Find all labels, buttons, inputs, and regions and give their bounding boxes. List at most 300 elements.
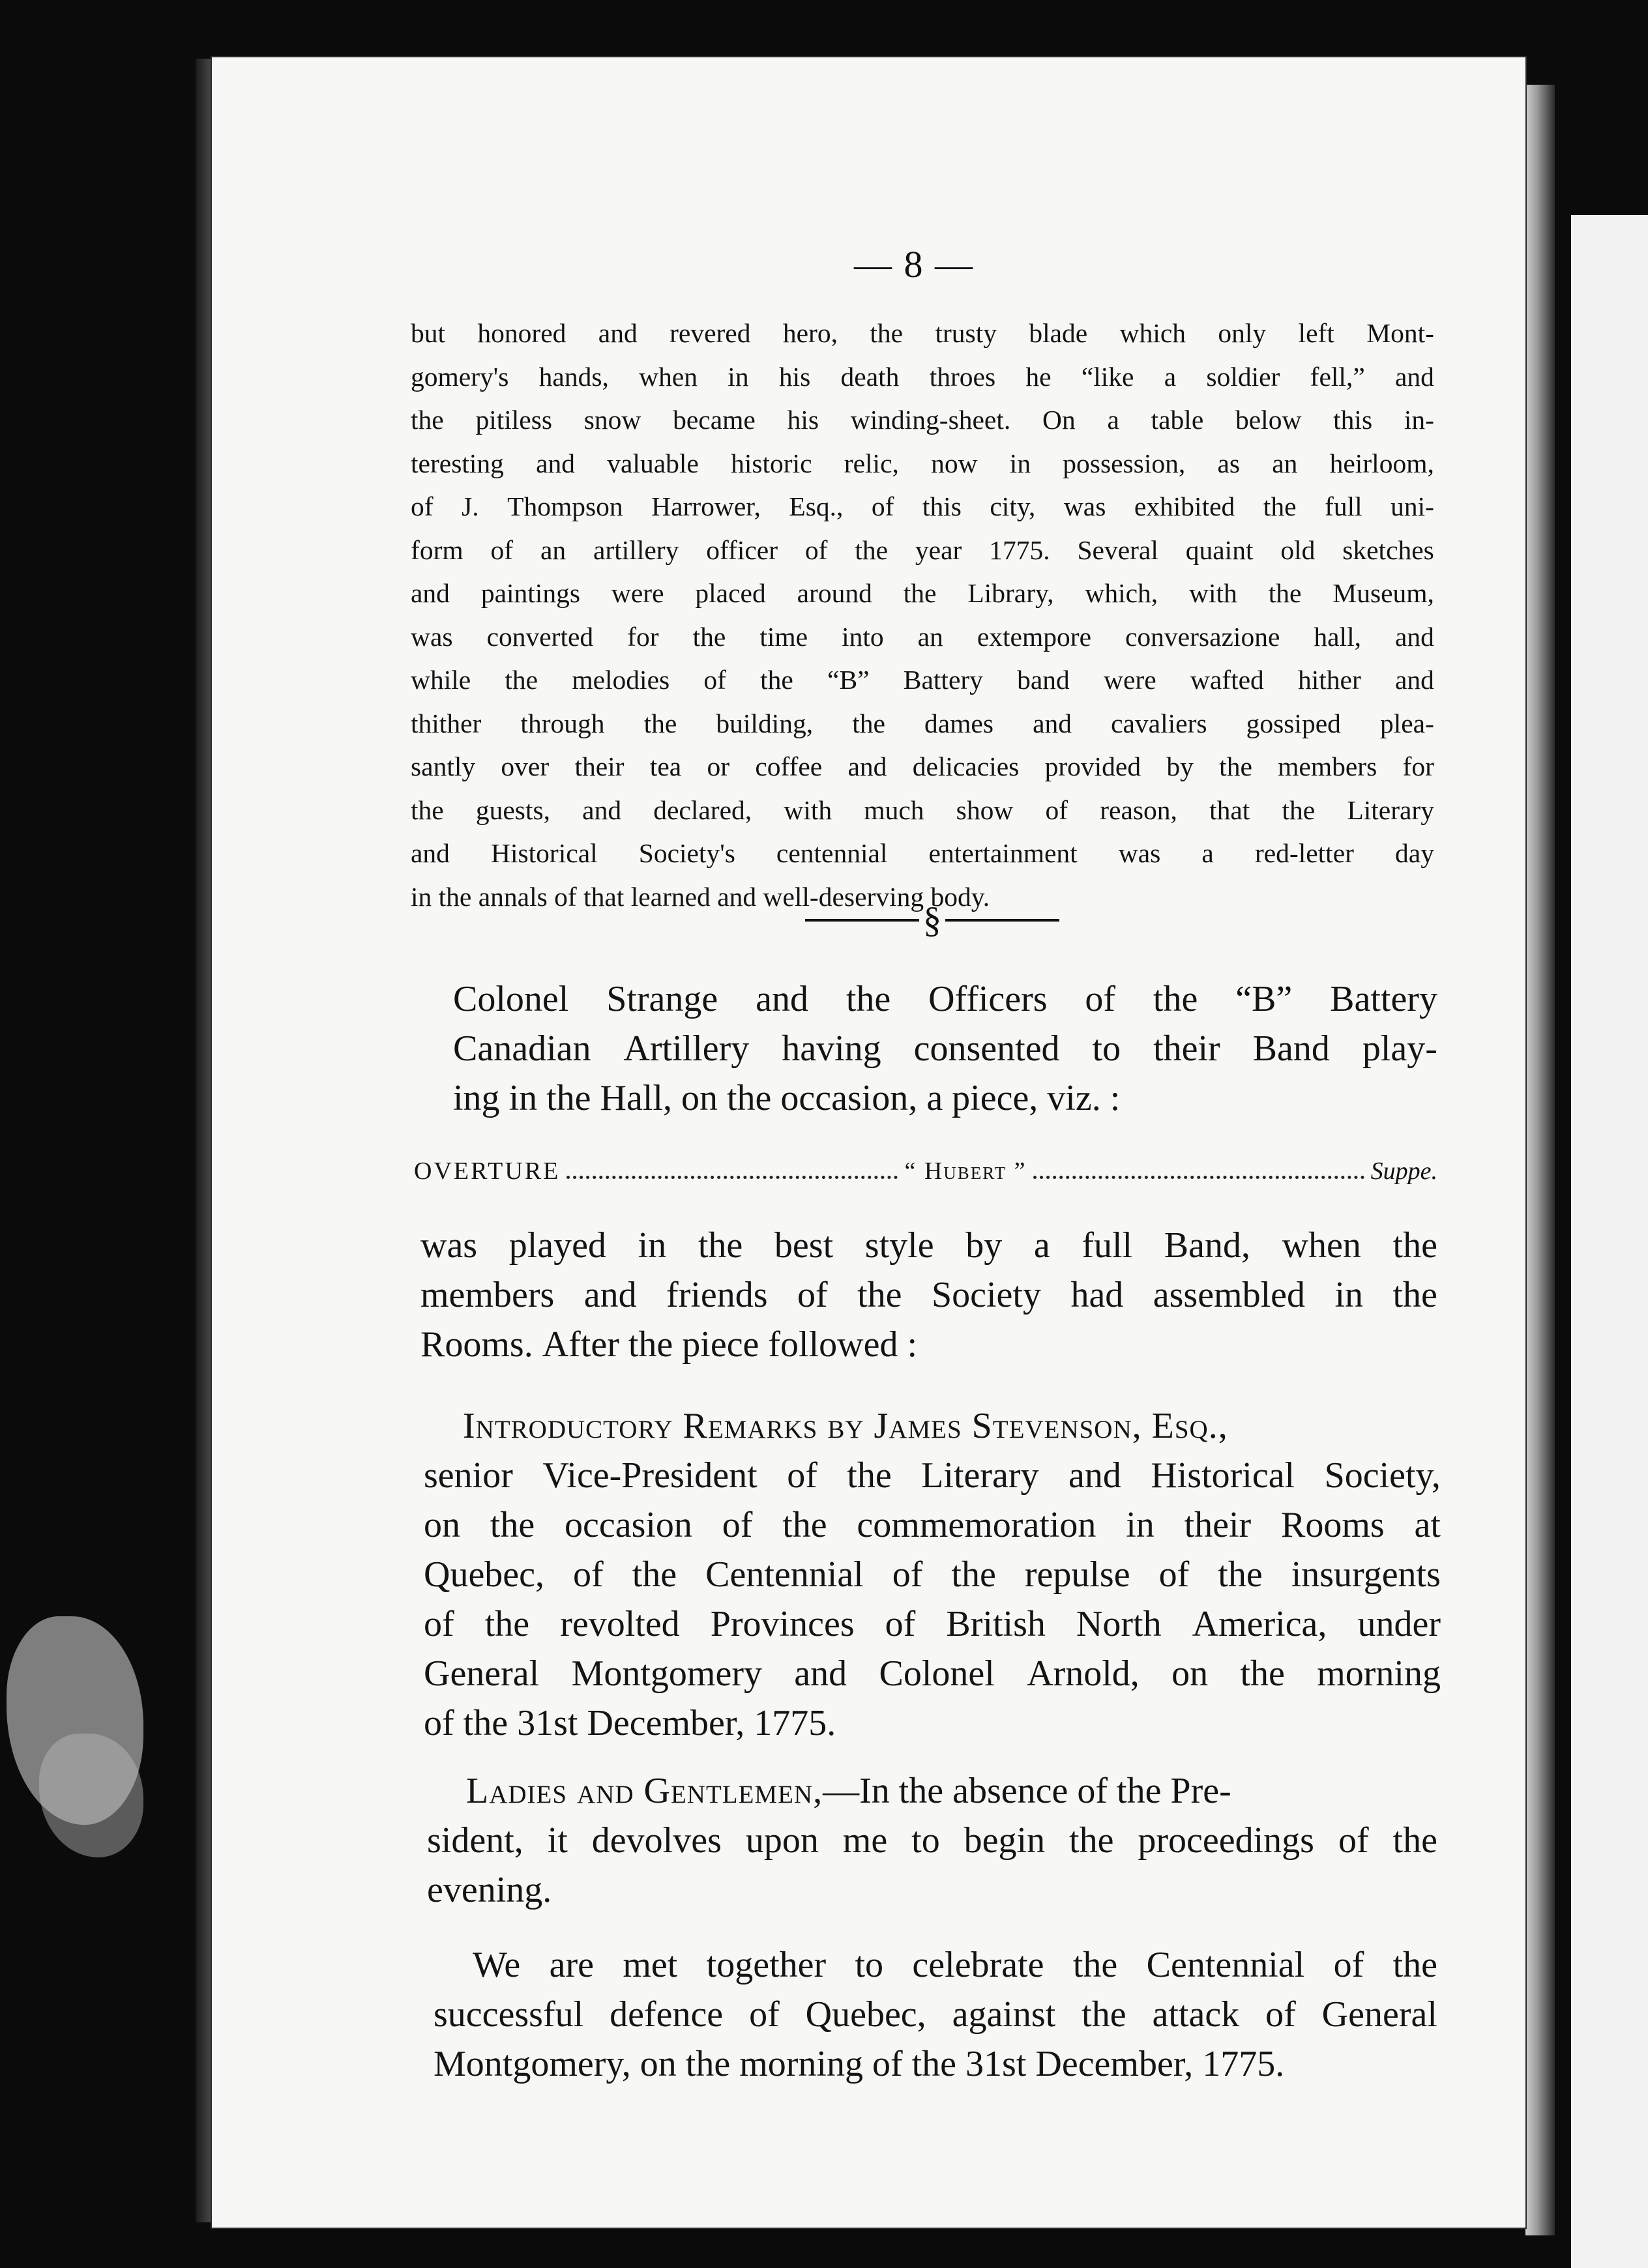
word: of [1265, 1994, 1296, 2035]
word: converted [486, 621, 594, 652]
word: the [1219, 751, 1252, 781]
word: play- [1362, 1028, 1437, 1069]
word: left [1298, 318, 1334, 348]
word: General [424, 1653, 540, 1694]
word: the [1240, 1653, 1285, 1694]
word: of [749, 1994, 780, 2035]
word: over [501, 751, 550, 781]
word: and [536, 448, 576, 478]
word: gomery's [411, 361, 509, 392]
word: having [782, 1028, 881, 1069]
word: December, [1035, 2044, 1203, 2084]
word: me [842, 1820, 888, 1861]
divider-rule-right [945, 919, 1059, 922]
word: were [1104, 665, 1156, 695]
word: had [1070, 1275, 1124, 1315]
page-gutter-shadow [1525, 85, 1555, 2235]
word: reason, [1100, 794, 1177, 825]
word: General [1321, 1994, 1437, 2035]
word: Montgomery [571, 1653, 762, 1694]
word: were [611, 578, 664, 608]
word: ing [453, 1078, 509, 1118]
word: 31st [517, 1703, 587, 1743]
word: Band [1252, 1028, 1330, 1069]
word: of [424, 1604, 454, 1644]
word: coffee [755, 751, 823, 781]
word: as [1217, 448, 1241, 478]
word: of [424, 1703, 464, 1743]
word: their [574, 751, 625, 781]
word: but [411, 318, 446, 348]
word: the [484, 1604, 530, 1644]
word: Esq., [789, 491, 844, 521]
word: at [1414, 1505, 1441, 1545]
text-line [434, 1940, 1437, 1990]
word: dames [924, 708, 993, 738]
text-line [420, 1221, 1437, 1270]
word: America, [1192, 1604, 1327, 1644]
word: guests, [475, 794, 550, 825]
word: the [1392, 1275, 1437, 1315]
word: Officers [928, 979, 1048, 1019]
word: the [632, 1554, 677, 1595]
word: red-letter [1254, 838, 1354, 868]
text-line [420, 1320, 1437, 1369]
word: the [847, 1455, 892, 1496]
word: when [1282, 1225, 1361, 1266]
word: table [1151, 405, 1204, 435]
salutation: Ladies and Gentlemen, [466, 1771, 823, 1811]
word: consented [913, 1028, 1060, 1069]
word: form [411, 534, 464, 565]
word: friends [666, 1275, 768, 1315]
word: his [787, 405, 819, 435]
word: members [420, 1275, 555, 1315]
word: Historical [1151, 1455, 1295, 1496]
word: which [1119, 318, 1186, 348]
text-line [411, 702, 1434, 746]
word: possession, [1063, 448, 1186, 478]
word: delicacies [912, 751, 1020, 781]
word: 1775. [1202, 2044, 1285, 2084]
word: the [1282, 794, 1316, 825]
word: the [951, 1554, 996, 1595]
word: under [1357, 1604, 1441, 1644]
word: while [411, 665, 471, 695]
text-line [434, 1990, 1437, 2039]
word: of [703, 665, 726, 695]
word: the [411, 794, 444, 825]
word: officer [706, 534, 778, 565]
word: Rooms. [420, 1324, 542, 1365]
word: quaint [1185, 534, 1254, 565]
dot-leader [1033, 1176, 1364, 1179]
word: conversazione [1125, 621, 1280, 652]
word: the [1392, 1945, 1437, 1985]
word: the [438, 881, 478, 912]
text-line [411, 529, 1434, 572]
closing-paragraph [434, 1940, 1437, 2089]
word: he [1025, 361, 1052, 392]
text-line [427, 1766, 1437, 1816]
word: the [1392, 1820, 1437, 1861]
word: in [508, 1078, 547, 1118]
word: “B” [827, 665, 870, 695]
program-composer: Suppe. [1370, 1157, 1437, 1185]
word: the [870, 318, 904, 348]
word: was [1118, 838, 1161, 868]
word: the [685, 2044, 740, 2084]
word: in- [1404, 405, 1434, 435]
word: a [1107, 405, 1119, 435]
word: Society's [638, 838, 735, 868]
word: day [1395, 838, 1434, 868]
word: We [473, 1945, 521, 1985]
word: of [1338, 1820, 1369, 1861]
word: of [573, 1554, 604, 1595]
word: the [546, 1078, 600, 1118]
word: winding-sheet. [850, 405, 1011, 435]
word: building, [716, 708, 814, 738]
word: British [946, 1604, 1046, 1644]
word: the [852, 708, 885, 738]
word: and [1033, 708, 1072, 738]
word: the [643, 708, 677, 738]
word: defence [610, 1994, 724, 2035]
word: show [956, 794, 1014, 825]
word: pitiless [475, 405, 553, 435]
word: the [698, 1225, 743, 1266]
word: in [1334, 1275, 1364, 1315]
word: the [911, 2044, 966, 2084]
word: the [760, 665, 793, 695]
program-entry [414, 1157, 1437, 1185]
section-divider [805, 899, 1059, 941]
played-paragraph [420, 1221, 1437, 1369]
word: Harrower, [651, 491, 761, 521]
word: to [1092, 1028, 1121, 1069]
word: of [892, 1554, 923, 1595]
word: a [926, 1078, 952, 1118]
word: plea- [1379, 708, 1434, 738]
text-line [424, 1401, 1441, 1451]
word: the [1082, 1994, 1126, 2035]
word: of [1333, 1945, 1364, 1985]
word: : [907, 1324, 918, 1365]
word: Library, [967, 578, 1054, 608]
word: and [1068, 1455, 1121, 1496]
word: this [1333, 405, 1373, 435]
word: 1775. [754, 1703, 836, 1743]
word: blade [1029, 318, 1088, 348]
text-line [411, 572, 1434, 615]
word: the [855, 534, 889, 565]
word: the [903, 578, 937, 608]
word: on [424, 1505, 460, 1545]
word: of [885, 1604, 916, 1644]
word: a [1033, 1225, 1050, 1266]
word: the [1153, 979, 1198, 1019]
word: : [1110, 1078, 1121, 1118]
word: of [787, 1455, 817, 1496]
word: learned [630, 881, 718, 912]
program-label: OVERTURE [414, 1157, 561, 1185]
word: viz. [1047, 1078, 1110, 1118]
text-line [411, 485, 1434, 529]
word: Literary [921, 1455, 1039, 1496]
word: and [598, 318, 638, 348]
word: insurgents [1291, 1554, 1441, 1595]
word: Hall, [600, 1078, 681, 1118]
word: J. [462, 491, 479, 521]
word: of [411, 491, 434, 521]
upper-paragraph [411, 312, 1434, 918]
word: placed [695, 578, 766, 608]
word: upon [745, 1820, 819, 1861]
word: and [1395, 665, 1434, 695]
word: gossiped [1246, 708, 1341, 738]
word: annals [478, 881, 555, 912]
word: tea [649, 751, 682, 781]
word: piece, [952, 1078, 1048, 1118]
word: on [640, 2044, 686, 2084]
word: of [722, 1505, 753, 1545]
text-line [453, 974, 1437, 1024]
word: throes [929, 361, 996, 392]
band-paragraph [453, 974, 1437, 1123]
word: paintings [480, 578, 580, 608]
word: the [1392, 1225, 1437, 1266]
word: senior [424, 1455, 513, 1496]
word: this [922, 491, 962, 521]
word: Mont- [1366, 318, 1434, 348]
word: to [911, 1820, 940, 1861]
word: around [797, 578, 872, 608]
word: revolted [560, 1604, 680, 1644]
word: full [1325, 491, 1362, 521]
word: attack [1152, 1994, 1240, 2035]
word: body. [930, 881, 990, 912]
word: full [1082, 1225, 1133, 1266]
word: Band, [1164, 1225, 1250, 1266]
word: members [1278, 751, 1377, 781]
word: proceedings [1138, 1820, 1314, 1861]
word: met [623, 1945, 678, 1985]
word: of [1045, 794, 1068, 825]
word: in [1126, 1505, 1155, 1545]
text-line [411, 615, 1434, 659]
word: it [547, 1820, 568, 1861]
word: Colonel [879, 1653, 995, 1694]
word: 1775. [989, 534, 1050, 565]
text-line [411, 312, 1434, 355]
word: band [1017, 665, 1070, 695]
word: by [1166, 751, 1194, 781]
word: Canadian [453, 1028, 591, 1069]
word: of [804, 534, 828, 565]
word: occasion, [780, 1078, 927, 1118]
word: below [1235, 405, 1302, 435]
text-line [434, 2039, 1437, 2089]
word: fell,” [1310, 361, 1365, 392]
word: Strange [606, 979, 718, 1019]
text-line [427, 1865, 1437, 1915]
word: of [1085, 979, 1116, 1019]
word: of [797, 1275, 828, 1315]
word: and [794, 1653, 847, 1694]
word: trusty [935, 318, 997, 348]
word: Battery [1330, 979, 1437, 1019]
word: together [706, 1945, 827, 1985]
word: in [1009, 448, 1031, 478]
word: declared, [653, 794, 752, 825]
text-line [411, 745, 1434, 789]
word: was [411, 621, 453, 652]
word: a [1201, 838, 1214, 868]
text-line [424, 1550, 1441, 1599]
word: followed [768, 1324, 907, 1365]
word: thither [411, 708, 482, 738]
word: Literary [1347, 794, 1434, 825]
dot-leader [566, 1176, 898, 1179]
word: and [1395, 361, 1434, 392]
word: Artillery [623, 1028, 750, 1069]
word: the [490, 1505, 535, 1545]
word: their [1153, 1028, 1220, 1069]
word: “B” [1235, 979, 1293, 1019]
text-line [424, 1649, 1441, 1698]
word: commemoration [857, 1505, 1096, 1545]
word: hall, [1314, 621, 1361, 652]
word: historic [731, 448, 812, 478]
word: with [784, 794, 832, 825]
word: entertainment [928, 838, 1078, 868]
word: for [1402, 751, 1434, 781]
word: celebrate [912, 1945, 1044, 1985]
word: much [864, 794, 924, 825]
text-line [411, 832, 1434, 875]
word: on [1171, 1653, 1209, 1694]
word: honored [477, 318, 566, 348]
word: against [952, 1994, 1056, 2035]
word: evening. [427, 1870, 552, 1910]
text-line [453, 1073, 1437, 1123]
word: played [508, 1225, 607, 1266]
text-line [411, 658, 1434, 702]
word: snow [583, 405, 641, 435]
word: Colonel [453, 979, 569, 1019]
word: was [1063, 491, 1106, 521]
word: only [1218, 318, 1267, 348]
word: into [842, 621, 884, 652]
text-line [424, 1698, 1441, 1748]
word: became [673, 405, 756, 435]
word: the [782, 1505, 827, 1545]
word: on [681, 1078, 727, 1118]
word: a [1164, 361, 1177, 392]
word: and [717, 881, 763, 912]
word: the [628, 1324, 683, 1365]
word: melodies [572, 665, 670, 695]
word: the [692, 621, 726, 652]
word: Battery [903, 665, 983, 695]
word: best [774, 1225, 834, 1266]
word: of [554, 881, 584, 912]
word: an [1272, 448, 1298, 478]
word: the [1218, 1554, 1263, 1595]
word: was [420, 1225, 478, 1266]
text-line [424, 1500, 1441, 1550]
word: or [707, 751, 730, 781]
word: December, [587, 1703, 754, 1743]
word: devolves [591, 1820, 722, 1861]
word: of [1158, 1554, 1190, 1595]
word: when [639, 361, 698, 392]
word: with [1189, 578, 1237, 608]
text-line [424, 1451, 1441, 1500]
facing-page-edge [1571, 215, 1648, 2268]
word: Provinces [710, 1604, 855, 1644]
word: morning [1317, 1653, 1441, 1694]
word: santly [411, 751, 476, 781]
word: to [855, 1945, 884, 1985]
word: Montgomery, [434, 2044, 640, 2084]
text-line [411, 789, 1434, 832]
word: old [1280, 534, 1316, 565]
word: year [915, 534, 962, 565]
word: which, [1085, 578, 1158, 608]
word: provided [1044, 751, 1141, 781]
word: cavaliers [1111, 708, 1207, 738]
word: Rooms [1281, 1505, 1385, 1545]
word: Several [1077, 534, 1158, 565]
word: Vice-President [542, 1455, 758, 1496]
word: occasion [565, 1505, 692, 1545]
word: “like [1081, 361, 1134, 392]
divider-rule-left [805, 919, 919, 922]
word: through [520, 708, 605, 738]
word: in [638, 1225, 667, 1266]
word: that [1209, 794, 1250, 825]
remarks-heading [424, 1401, 1441, 1748]
word: the [726, 1078, 781, 1118]
text-line [453, 1024, 1437, 1073]
word: artillery [593, 534, 679, 565]
word: and [1395, 621, 1434, 652]
word: assembled [1153, 1275, 1306, 1315]
word: North [1076, 1604, 1162, 1644]
word: an [540, 534, 566, 565]
word: On [1042, 405, 1076, 435]
word: city, [990, 491, 1036, 521]
word: the [1268, 578, 1302, 608]
text-line [411, 355, 1434, 399]
word: of [872, 2044, 912, 2084]
word: successful [434, 1994, 584, 2035]
word: the [505, 665, 538, 695]
page-number: — 8 — [854, 243, 974, 285]
word: of [490, 534, 514, 565]
word: hero, [782, 318, 838, 348]
word: morning [739, 2044, 872, 2084]
word: the [1263, 491, 1297, 521]
remarks-title: Introductory Remarks by James Stevenson, Esq., [463, 1406, 1228, 1446]
word: Thompson [507, 491, 623, 521]
word: and [411, 838, 450, 868]
word: Society, [1324, 1455, 1441, 1496]
word: soldier [1206, 361, 1280, 392]
word: by [965, 1225, 1003, 1266]
